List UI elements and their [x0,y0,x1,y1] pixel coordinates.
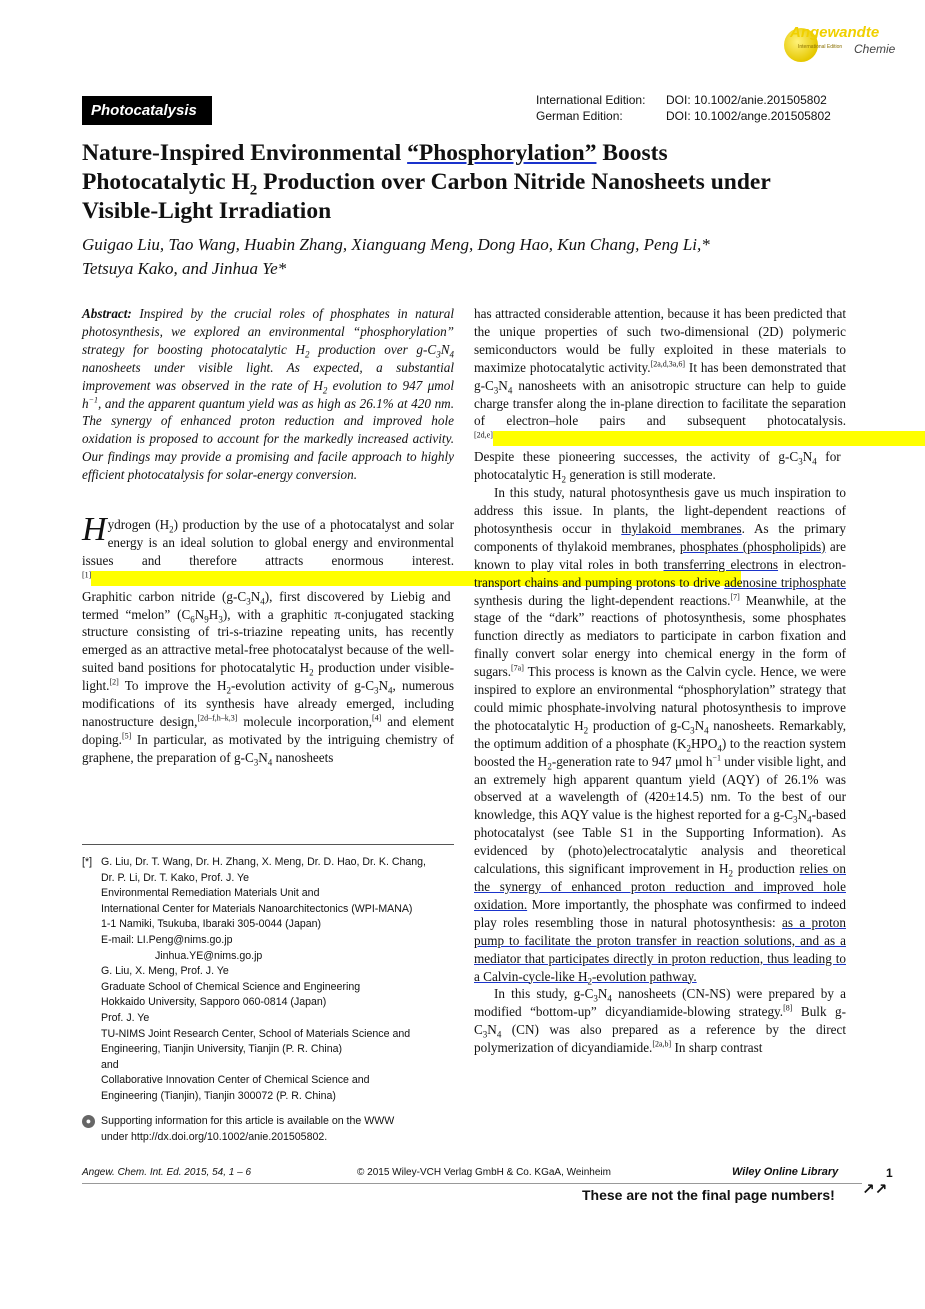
subscript: 2 [728,868,734,879]
title-text: Nature-Inspired Environmental [82,140,408,166]
citation: [5] [121,731,132,741]
abstract-text: nanosheets under visible light. As expected, a substantial improvement was observed in the rate of H [82,359,454,393]
body-column-left [82,511,455,768]
affiliation-line: G. Liu, Dr. T. Wang, Dr. H. Zhang, X. Meng, Dr. D. Hao, Dr. K. Chang, [101,856,427,868]
body-text: H [208,606,219,622]
body-text: has attracted considerable attention, because it has been predicted that the unique properties of such two-dimensional (2D) polymeric semiconductors would be fully exploited in these materials to maximize photocatalytic activity. [474,306,846,375]
subscript: 3 [482,1029,488,1040]
body-text: (CN) was also prepared as a reference by the direct polymerization of dicyandiamide. [474,1022,846,1056]
footnote-divider [82,844,454,845]
subscript: 2 [226,685,232,696]
body-text: in electron-transport chains and pumping protons to drive [474,556,846,590]
superscript: −1 [712,753,721,763]
body-text: More importantly, the phosphate was confirmed to indeed play roles resembling those in natural photosynthesis: [474,896,846,930]
citation: [2d–f,h–k,3] [197,713,238,723]
subscript: 2 [561,474,567,485]
subscript: 4 [717,743,722,754]
affiliation-line: International Center for Materials Nanoarchitectonics (WPI-MANA) [101,902,413,915]
affiliation-line: Engineering (Tianjin), Tianjin 300072 (P. R. China) [101,1089,336,1102]
subscript: 2 [309,667,314,678]
affiliation-line: G. Liu, X. Meng, Prof. J. Ye [101,965,229,978]
body-text: N [378,678,389,694]
affiliation-line: Dr. P. Li, Dr. T. Kako, Prof. J. Ye [101,871,249,884]
body-text: To improve the H [118,678,227,694]
body-text: N [597,986,608,1002]
abstract-text: production over g-C [309,341,437,357]
subscript: 2 [686,743,692,754]
subscript: 4 [812,456,817,467]
citation: [7] [730,592,740,602]
body-text: production [733,861,800,877]
title-text: Visible-Light Irradiation [82,198,332,224]
subscript: 2 [583,725,589,736]
body-text: N [797,807,808,823]
logo-text-bottom: Chemie [854,42,896,56]
authors-line: Guigao Liu, Tao Wang, Huabin Zhang, Xianguang Meng, Dong Hao, Kun Chang, Peng Li,* [82,235,710,254]
subscript: 4 [260,596,265,607]
body-text: Despite these pioneering successes, the activity of g-C [474,449,799,465]
body-text: N [258,749,268,765]
affiliation-line: Environmental Remediation Materials Unit and [101,887,320,900]
subscript: 3 [436,349,441,360]
subscript: 3 [218,614,223,625]
body-text: N [487,1022,497,1038]
citation: [7a] [511,663,524,673]
citation: [2a,d,3a,6] [650,359,685,369]
subscript: 2 [322,385,328,396]
underlined-text: transferring electrons [663,556,779,572]
journal-logo [784,24,904,64]
body-text: N [802,449,813,465]
body-text: In this study, g-C [494,986,594,1002]
supporting-info-icon: ● [82,1115,95,1128]
page-number: 1 [886,1166,893,1180]
body-text: generation is still moderate. [566,467,716,483]
body-text: under visible light, and an extremely high apparent quantum yield (AQY) of 26.1% was observed at a wavelength of (420±14.5) nm. To the best of our knowledge, this AQY value is the highest reported for a g-C [474,753,846,823]
abstract-text: evolution to 947 μmol h [82,377,454,411]
supporting-info-link[interactable]: under http://dx.doi.org/10.1002/anie.201505802. [101,1130,328,1143]
subscript: 3 [493,385,499,396]
affiliation-line: Hokkaido University, Sapporo 060-0814 (Japan) [101,996,327,1009]
section-tag: Photocatalysis [82,96,212,125]
body-text: production of g-C [588,717,691,733]
affiliation-line: and [101,1058,119,1071]
citation: [4] [372,713,382,723]
body-text: -evolution activity of g-C [231,678,374,694]
body-column-right [474,305,846,1057]
doi-block [536,93,856,125]
subscript: 4 [449,349,454,360]
body-text: In particular, as motivated by the intriguing chemistry of graphene, the preparation of g-C [82,731,454,765]
subscript: 2 [169,524,174,535]
title-text: Production over Carbon Nitride Nanosheets under [257,169,771,195]
underlined-text: thylakoid membranes [621,520,742,536]
supporting-info-note [82,1114,454,1145]
author-affiliations [82,855,454,1105]
body-text: This process is known as the Calvin cycle. Hence, we were inspired to explore an environmental “phosphorylation” strategy that could mimic phosphate-involving natural photosynthesis to improve the photocatalytic H [474,664,846,733]
body-text: Meanwhile, at the stage of the “dark” reactions of photosynthesis, some phosphates function directly as mediators to participate in carbon fixation and finally convert solar energy into chemical energy in the form of sugars. [474,592,847,680]
footer-library-link[interactable]: Wiley Online Library [732,1166,839,1178]
abstract-text: Inspired by the crucial roles of phosphates in natural photosynthesis, we explored an environmental “phosphorylation” strategy for boosting photocatalytic H [82,306,454,357]
subscript: 4 [496,1029,502,1040]
body-text: nanosheets [272,749,334,765]
underlined-text: adenosine triphosphate [724,574,847,590]
affiliation-line: Collaborative Innovation Center of Chemical Science and [101,1074,370,1087]
subscript: 3 [246,596,251,607]
footnote-mark: [*] [82,856,93,868]
subscript: 2 [587,976,593,987]
body-text: N [194,606,205,622]
abstract-label: Abstract: [82,306,132,321]
body-text: molecule incorporation, [237,713,373,729]
body-text: synthesis during the light-dependent reactions. [474,592,731,608]
abstract-text: N [440,341,450,357]
body-text: It has been demonstrated that g-C [474,359,847,393]
final-page-note: These are not the final page numbers! [582,1187,835,1203]
body-text: ) production by the use of a photocatalyst and solar energy is an ideal solution to global energy and environmental issues and therefore attracts enormous interest. [82,517,454,568]
affiliation-line: Prof. J. Ye [101,1011,150,1024]
title-subscript: 2 [249,182,258,199]
body-text: nanosheets (CN-NS) were prepared by a modified “bottom-up” dicyandiamide-blowing strategy. [474,986,846,1020]
body-text: N [498,377,508,393]
underlined-text-part: -evolution pathway. [592,968,697,984]
body-text: production under visible-light. [82,660,454,694]
subscript: 2 [305,349,310,360]
body-text: HPO [691,735,718,751]
subscript: 6 [190,614,195,625]
intl-edition-label: International Edition: [536,93,646,107]
double-arrow-icon: ↗↗ [862,1180,888,1198]
citation: [8] [783,1003,793,1013]
subscript: 4 [704,725,709,736]
citation: [2d,e] [474,430,493,440]
abstract [82,305,454,484]
subscript: 3 [798,456,803,467]
underlined-text-part: as a proton pump to facilitate the proton transfer in reaction solutions, and as a mediator that participates directly in proton reduction, thus leading to a Calvin-cycle-like H [474,914,846,984]
body-text: and element doping. [82,713,455,747]
citation: [1] [82,570,92,580]
footer-divider [82,1183,862,1184]
citation: [2] [109,677,119,687]
article-title [82,139,852,226]
superscript: −1 [88,395,98,405]
title-text: Boosts [596,140,668,166]
logo-text-mid: International Edition [798,44,843,50]
title-underlined: “Phosphorylation” [407,140,597,166]
author-list [82,233,862,281]
authors-line: Tetsuya Kako, and Jinhua Ye* [82,259,287,278]
drop-cap: H [82,511,107,548]
body-text: for photocatalytic H [474,449,841,483]
body-text: -generation rate to 947 μmol h [551,753,713,769]
citation: [2a,b] [652,1039,672,1049]
subscript: 4 [807,815,812,826]
body-text: ), with a graphitic π-conjugated stacking structure consisting of tri-s-triazine repeating units, has recently emerged as an attractive metal-free photocatalyst because of the well-suited band positions for photocatalytic H [82,606,454,676]
highlight-redaction [493,431,925,446]
body-text: nanosheets. Remarkably, the optimum addition of a phosphate (K [474,717,846,751]
abstract-text: , and the apparent quantum yield was as high as 26.1% at 420 nm. The synergy of enhanced proton reduction and improved hole oxidation is proposed to account for the markedly increased activity. Our findings may provide a promising and facile approach to highly efficient photocatalysis for solar-energy conversion. [82,395,454,483]
underlined-text: relies on the synergy of enhanced proton reduction and improved hole oxidation. [474,861,846,912]
german-edition-label: German Edition: [536,109,623,123]
subscript: 4 [267,757,273,768]
body-text: N [250,588,261,604]
supporting-info-text: Supporting information for this article is available on the WWW [101,1115,395,1127]
intl-doi: DOI: 10.1002/anie.201505802 [666,93,827,107]
subscript: 4 [607,994,612,1005]
body-text: nanosheets with an anisotropic structure can help to guide charge transfer along the in-plane direction to facilitate the separation of electron–hole pairs and subsequent photocatalysis. [474,377,846,429]
email-line: Jinhua.YE@nims.go.jp [155,949,263,962]
body-text: ) to the reaction system boosted the H [474,735,847,769]
affiliation-line: Engineering, Tianjin University, Tianjin (P. R. China) [101,1043,343,1056]
body-text: In sharp contrast [671,1040,763,1056]
german-doi: DOI: 10.1002/ange.201505802 [666,109,831,123]
body-text: are known to play vital roles in both [474,538,846,572]
subscript: 3 [793,815,798,826]
body-text: ydrogen (H [107,517,170,532]
body-text: . As the primary components of thylakoid membranes, [474,520,846,554]
footer-journal: Angew. Chem. Int. Ed. 2015, 54, 1 – 6 [82,1167,251,1178]
subscript: 4 [388,685,393,696]
body-text: , numerous modifications of its synthesis have already emerged, including nanostructure design, [82,678,454,729]
body-text: Graphitic carbon nitride (g-C [82,588,247,604]
affiliation-line: Graduate School of Chemical Science and Engineering [101,980,361,993]
body-text: N [694,717,705,733]
subscript: 9 [204,614,209,625]
affiliation-line: TU-NIMS Joint Research Center, School of Materials Science and [101,1027,411,1040]
subscript: 4 [507,385,513,396]
subscript: 3 [253,757,259,768]
logo-text-top: Angewandte [790,24,880,41]
subscript: 3 [690,725,695,736]
affiliation-line: 1-1 Namiki, Tsukuba, Ibaraki 305-0044 (Japan) [101,918,322,931]
body-text: -based photocatalyst (see Table S1 in the Supporting Information). As evidenced by (photo)electrocatalytic analysis and theoretical calculations, this significant improvement in H [474,807,846,877]
subscript: 2 [547,761,552,772]
footer-copyright: © 2015 Wiley-VCH Verlag GmbH & Co. KGaA, Weinheim [357,1167,611,1178]
body-text: Bulk g-C [474,1004,847,1038]
subscript: 3 [593,994,598,1005]
body-text: ), first discovered by Liebig and termed “melon” (C [82,588,451,622]
underlined-text: phosphates (phospholipids) [679,538,826,554]
subscript: 3 [374,685,379,696]
email-line: E-mail: LI.Peng@nims.go.jp [101,933,233,946]
body-text: In this study, natural photosynthesis gave us much inspiration to address this issue. In plants, the light-dependent reactions of photosynthesis occur in [474,485,846,536]
title-text: Photocatalytic H [82,169,250,195]
